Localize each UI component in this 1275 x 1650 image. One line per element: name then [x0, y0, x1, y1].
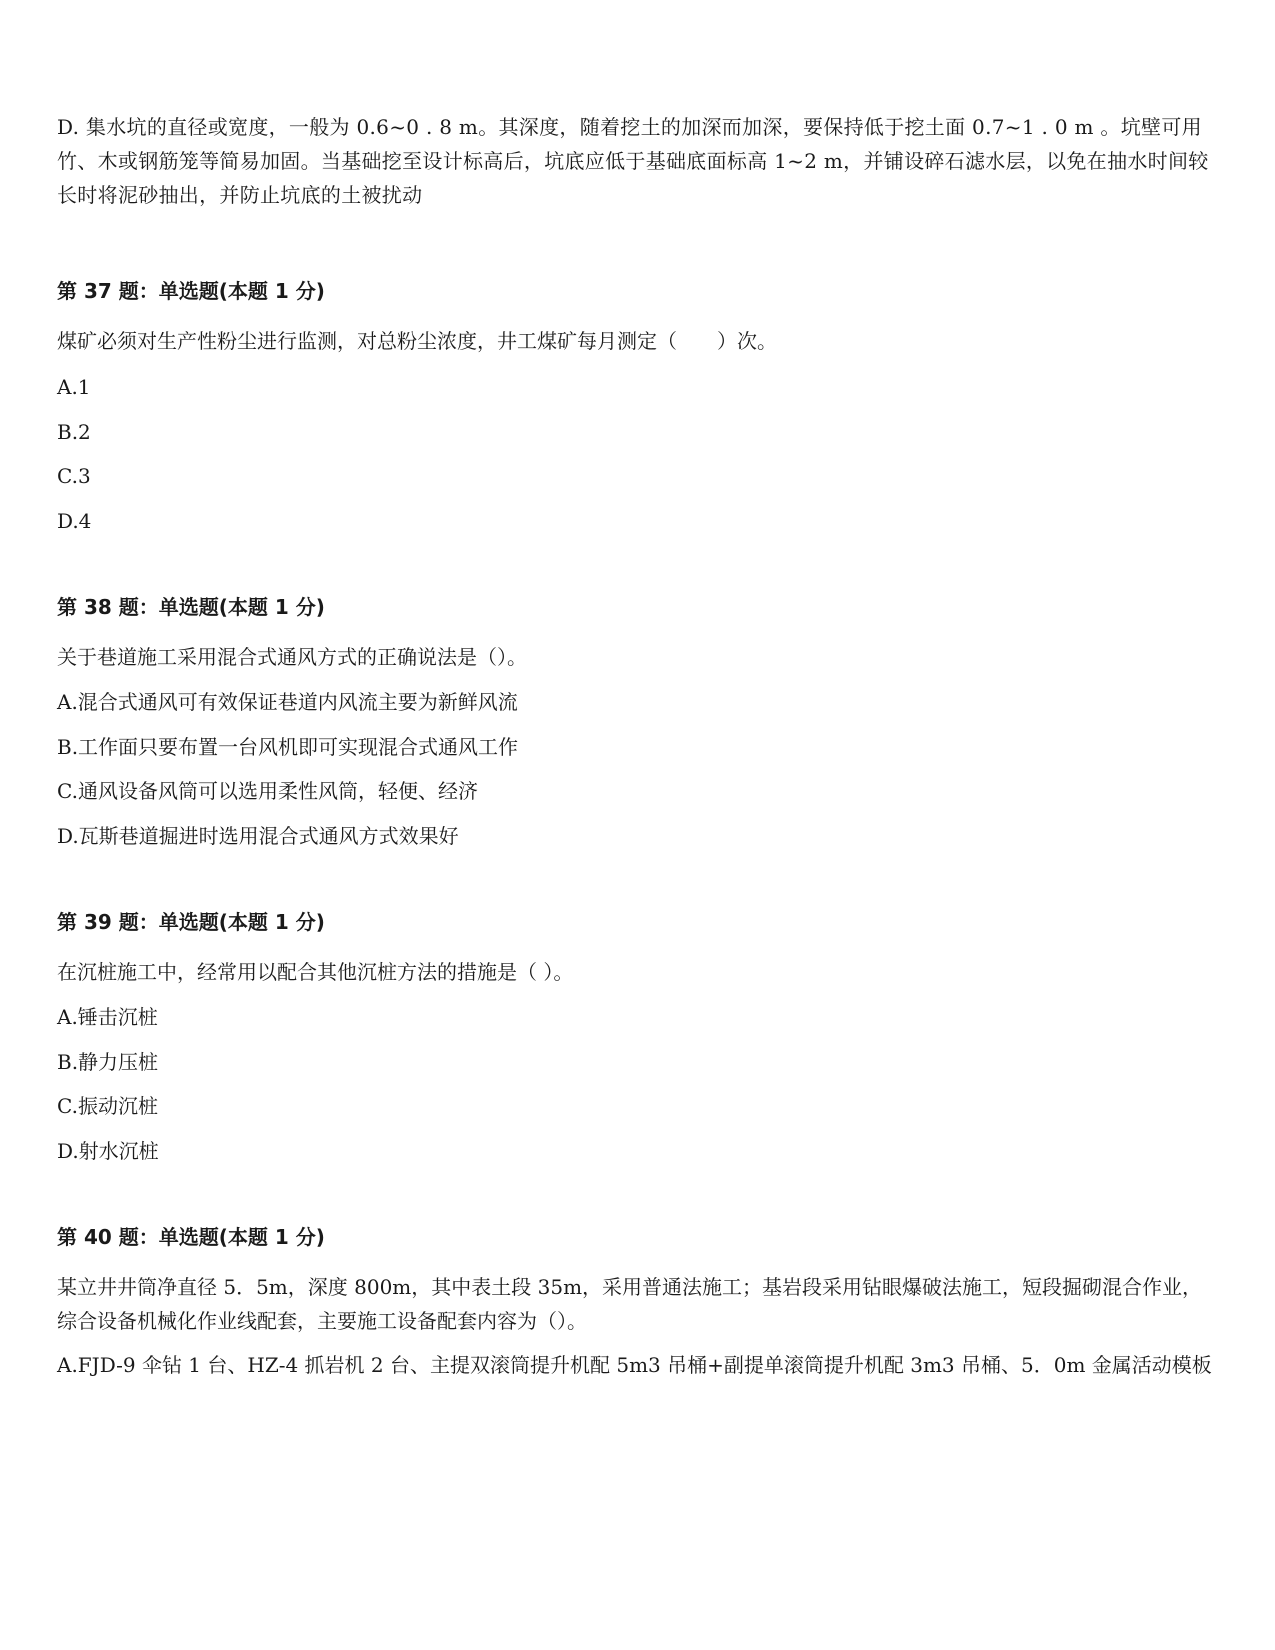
question-stem: 关于巷道施工采用混合式通风方式的正确说法是（）。 [57, 645, 527, 669]
option-b: B.工作面只要布置一台风机即可实现混合式通风工作 [57, 735, 519, 759]
option-d: D.瓦斯巷道掘进时选用混合式通风方式效果好 [57, 824, 459, 848]
question-stem: 煤矿必须对生产性粉尘进行监测，对总粉尘浓度，井工煤矿每月测定（ ）次。 [57, 329, 777, 353]
document-page [57, 110, 1217, 1377]
question-header: 第 40 题：单选题(本题 1 分) [57, 1225, 325, 1249]
option-b: B.静力压桩 [57, 1050, 159, 1074]
option-d: D.射水沉桩 [57, 1139, 159, 1163]
option-b: B.2 [57, 420, 91, 444]
question-stem: 某立井井筒净直径 5．5m，深度 800m，其中表土段 35m，采用普通法施工；基岩段采用钻眼爆破法施工，短段掘砌混合作业，综合设备机械化作业线配套，主要施工设备配套内容为（）。 [57, 1275, 1203, 1333]
option-c: C.通风设备风筒可以选用柔性风筒，轻便、经济 [57, 779, 478, 803]
option-c: C.3 [57, 464, 91, 488]
option-c: C.振动沉桩 [57, 1094, 158, 1118]
option-d: D.4 [57, 509, 92, 533]
question-header: 第 37 题：单选题(本题 1 分) [57, 279, 325, 303]
option-a: A.1 [57, 375, 91, 399]
option-a: A.FJD-9 伞钻 1 台、HZ-4 抓岩机 2 台、主提双滚筒提升机配 5m3 吊桶+副提单滚筒提升机配 3m3 吊桶、5．0m 金属活动模板 [57, 1353, 1212, 1377]
option-a: A.混合式通风可有效保证巷道内风流主要为新鲜风流 [57, 690, 518, 714]
question-stem: 在沉桩施工中，经常用以配合其他沉桩方法的措施是（ ）。 [57, 960, 574, 984]
option-a: A.锤击沉桩 [57, 1005, 158, 1029]
question-header: 第 38 题：单选题(本题 1 分) [57, 595, 325, 619]
question-header: 第 39 题：单选题(本题 1 分) [57, 910, 325, 934]
intro-paragraph: D. 集水坑的直径或宽度，一般为 0.6~0 . 8 m。其深度，随着挖土的加深而加深，要保持低于挖土面 0.7~1 . 0 m 。坑壁可用竹、木或钢筋笼等简易加固。当基础挖至设计标高后，坑底应低于基础底面标高 1~2 m，并铺设碎石滤水层，以免在抽水时间较长时将泥砂抽出，并防止坑底的土被扰动 [57, 115, 1209, 207]
